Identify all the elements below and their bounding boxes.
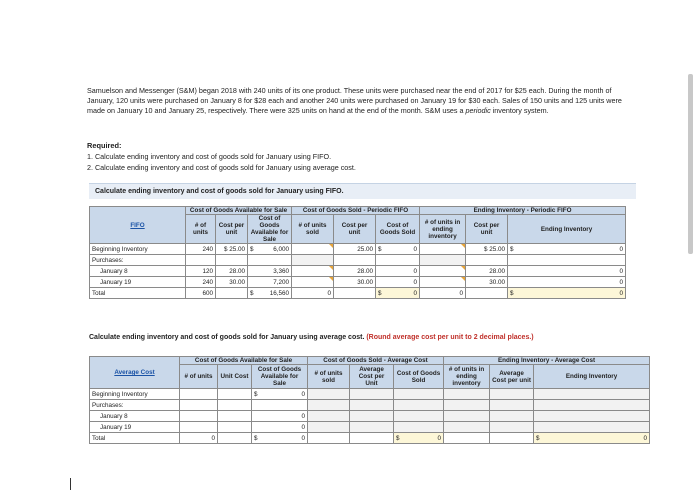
- fifo-jan19-units: 240: [186, 277, 216, 288]
- avg-jan19-units-input[interactable]: [180, 422, 218, 433]
- fifo-jan8-end-inv: 0: [508, 266, 626, 277]
- fifo-total-end-inv: $ 0: [508, 288, 626, 299]
- fifo-beg-cpu: $ 25.00: [216, 244, 248, 255]
- avg-col-end-units: # of units in ending inventory: [444, 365, 490, 389]
- fifo-jan19-end-units-input[interactable]: [420, 277, 466, 288]
- fifo-group-cogs: Cost of Goods Sold - Periodic FIFO: [292, 207, 420, 215]
- fifo-beg-end-inv: $ 0: [508, 244, 626, 255]
- avg-beg-unit-cost-input[interactable]: [218, 389, 252, 400]
- table-row: [90, 422, 650, 433]
- avg-jan19-unit-cost-input[interactable]: [218, 422, 252, 433]
- fifo-col-cogs: Cost of Goods Sold: [376, 215, 420, 244]
- avg-jan8-cgas: 0: [252, 411, 308, 422]
- fifo-method-label: FIFO: [130, 221, 145, 229]
- avg-col-cogs: Cost of Goods Sold: [394, 365, 444, 389]
- avg-jan19-cgas: 0: [252, 422, 308, 433]
- row-label: Purchases:: [90, 255, 186, 266]
- table-row: [90, 411, 650, 422]
- fifo-total-cgas: $ 16,560: [248, 288, 292, 299]
- fifo-jan8-sold-input[interactable]: [292, 266, 334, 277]
- row-label: Purchases:: [90, 400, 180, 411]
- fifo-col-sold-cpu: Cost per unit: [334, 215, 376, 244]
- problem-text: Samuelson and Messenger (S&M) began 2018 with 240 units of its one product. These units were purchased near the end of 2017 for $25 each. During the month of January, 120 units were purchased on January 8 for $28 each and another 240 units were purchased on January 19 for $30 each. Sales of 150 units and 125 units were made on January 10 and January 25, respectively. There were 325 units on hand at the end of the month. S&M uses a periodic inventory system.: [87, 86, 622, 115]
- text-cursor: [70, 478, 71, 490]
- required-title: Required:: [87, 141, 122, 150]
- avg-group-cgas: Cost of Goods Available for Sale: [180, 357, 308, 365]
- fifo-jan8-cogs: 0: [376, 266, 420, 277]
- avg-col-end-cpu: Average Cost per unit: [490, 365, 534, 389]
- fifo-jan19-sold-input[interactable]: [292, 277, 334, 288]
- table-row: [90, 266, 626, 277]
- avg-total-cogs: $ 0: [394, 433, 444, 444]
- avg-col-sold: # of units sold: [308, 365, 350, 389]
- fifo-jan8-end-cpu: 28.00: [466, 266, 508, 277]
- fifo-jan8-units: 120: [186, 266, 216, 277]
- row-label: January 19: [90, 277, 186, 288]
- table-row: [90, 389, 650, 400]
- avg-method-label: Average Cost: [114, 369, 155, 376]
- required-item-1: 1. Calculate ending inventory and cost of goods sold for January using FIFO.: [87, 152, 332, 161]
- fifo-table: [89, 206, 626, 299]
- avg-jan8-units-input[interactable]: [180, 411, 218, 422]
- avg-col-end-inv: Ending Inventory: [534, 365, 650, 389]
- fifo-col-cpu: Cost per unit: [216, 215, 248, 244]
- avg-beg-cgas: $ 0: [252, 389, 308, 400]
- table-row: [90, 255, 626, 266]
- avg-jan8-unit-cost-input[interactable]: [218, 411, 252, 422]
- avg-total-end-inv: $ 0: [534, 433, 650, 444]
- fifo-jan19-cgas: 7,200: [248, 277, 292, 288]
- fifo-jan19-end-inv: 0: [508, 277, 626, 288]
- fifo-beg-sold-input[interactable]: [292, 244, 334, 255]
- fifo-jan8-end-units-input[interactable]: [420, 266, 466, 277]
- fifo-jan8-sold-cpu: 28.00: [334, 266, 376, 277]
- fifo-beg-sold-cpu: 25.00: [334, 244, 376, 255]
- avg-group-cogs: Cost of Goods Sold - Average Cost: [308, 357, 444, 365]
- avg-col-unit-cost: Unit Cost: [218, 365, 252, 389]
- table-row: [90, 244, 626, 255]
- avg-group-ending: Ending Inventory - Average Cost: [444, 357, 650, 365]
- fifo-group-cgas: Cost of Goods Available for Sale: [186, 207, 292, 215]
- fifo-instruction: Calculate ending inventory and cost of goods sold for January using FIFO.: [89, 183, 636, 199]
- avg-beg-units-input[interactable]: [180, 389, 218, 400]
- scrollbar[interactable]: [688, 74, 693, 254]
- fifo-col-units: # of units: [186, 215, 216, 244]
- fifo-col-sold: # of units sold: [292, 215, 334, 244]
- table-row: [90, 277, 626, 288]
- fifo-jan19-sold-cpu: 30.00: [334, 277, 376, 288]
- avg-total-cgas: $ 0: [252, 433, 308, 444]
- fifo-group-ending: Ending Inventory - Periodic FIFO: [420, 207, 626, 215]
- fifo-col-end-units: # of units in ending inventory: [420, 215, 466, 244]
- fifo-total-sold: 0: [292, 288, 334, 299]
- row-label: Beginning Inventory: [90, 389, 180, 400]
- row-label: Total: [90, 433, 180, 444]
- fifo-beg-end-units-input[interactable]: [420, 244, 466, 255]
- avg-col-units: # of units: [180, 365, 218, 389]
- fifo-beg-cgas: $ 6,000: [248, 244, 292, 255]
- fifo-beg-cogs: $ 0: [376, 244, 420, 255]
- fifo-jan19-cogs: 0: [376, 277, 420, 288]
- fifo-total-end-units: 0: [420, 288, 466, 299]
- fifo-col-end-inv: Ending Inventory: [508, 215, 626, 244]
- avg-total-end-cpu-input[interactable]: [490, 433, 534, 444]
- avg-total-units: 0: [180, 433, 218, 444]
- fifo-jan8-cgas: 3,360: [248, 266, 292, 277]
- fifo-beg-end-cpu: $ 25.00: [466, 244, 508, 255]
- avg-instruction: Calculate ending inventory and cost of goods sold for January using average cost. (Round average cost per unit to 2 decimal places.): [89, 334, 534, 341]
- required-item-2: 2. Calculate ending inventory and cost of goods sold for January using average cost.: [87, 163, 356, 172]
- avg-table: [89, 356, 650, 444]
- row-label: Total: [90, 288, 186, 299]
- fifo-total-cogs: $ 0: [376, 288, 420, 299]
- fifo-jan19-end-cpu: 30.00: [466, 277, 508, 288]
- row-label: January 8: [90, 266, 186, 277]
- table-row: [90, 433, 650, 444]
- avg-total-sold-input[interactable]: [308, 433, 350, 444]
- fifo-col-cgas: Cost of Goods Available for Sale: [248, 215, 292, 244]
- avg-total-end-units-input[interactable]: [444, 433, 490, 444]
- row-label: January 19: [90, 422, 180, 433]
- fifo-total-units: 600: [186, 288, 216, 299]
- avg-col-cgas: Cost of Goods Available for Sale: [252, 365, 308, 389]
- row-label: January 8: [90, 411, 180, 422]
- table-row: [90, 400, 650, 411]
- avg-total-avg-cpu-input[interactable]: [350, 433, 394, 444]
- fifo-beg-units: 240: [186, 244, 216, 255]
- fifo-jan19-cpu: 30.00: [216, 277, 248, 288]
- row-label: Beginning Inventory: [90, 244, 186, 255]
- fifo-col-end-cpu: Cost per unit: [466, 215, 508, 244]
- avg-col-avg-cpu: Average Cost per Unit: [350, 365, 394, 389]
- fifo-jan8-cpu: 28.00: [216, 266, 248, 277]
- table-row: [90, 288, 626, 299]
